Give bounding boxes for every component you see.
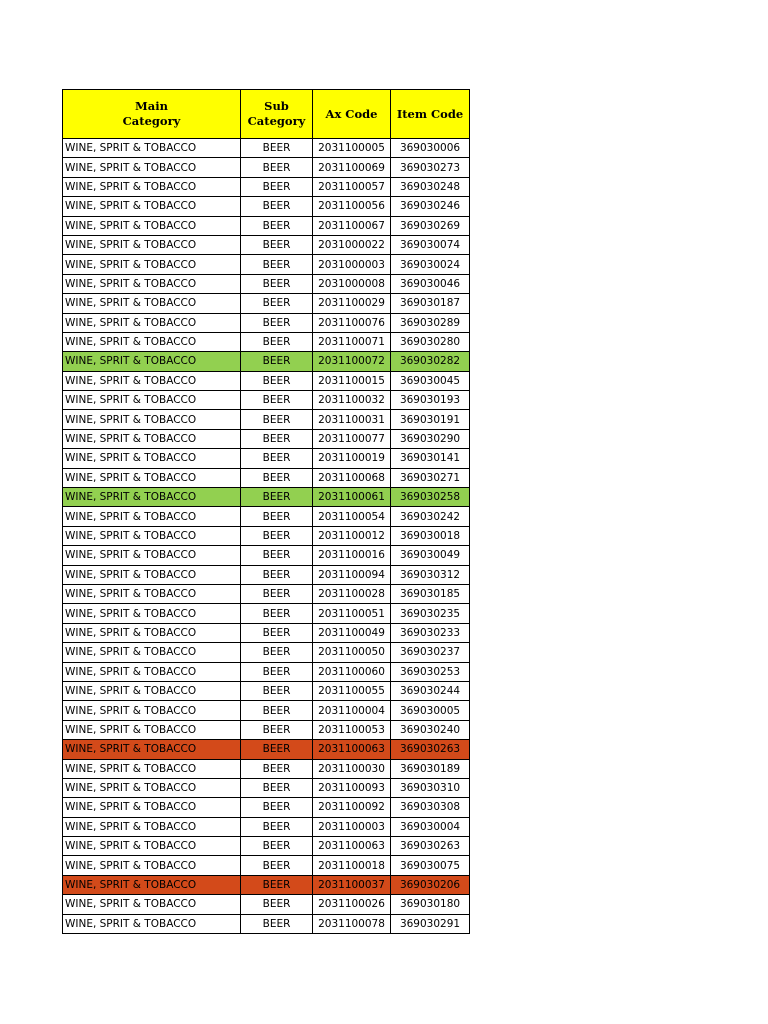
item-code-cell: 369030018 [391,526,470,545]
product-code-table [62,89,470,934]
main-category-cell: WINE, SPRIT & TOBACCO [63,294,241,313]
header-ax-code-label: Ax Code [325,106,378,121]
sub-category-cell: BEER [241,875,313,894]
sub-category-cell: BEER [241,740,313,759]
item-code-cell: 369030185 [391,584,470,603]
sub-category-cell: BEER [241,371,313,390]
table-row [63,837,470,856]
ax-code-cell: 2031100053 [313,720,391,739]
item-code-cell: 369030074 [391,235,470,254]
sub-category-cell: BEER [241,681,313,700]
ax-code-cell: 2031100037 [313,875,391,894]
main-category-cell: WINE, SPRIT & TOBACCO [63,235,241,254]
main-category-cell: WINE, SPRIT & TOBACCO [63,720,241,739]
sub-category-cell: BEER [241,837,313,856]
ax-code-cell: 2031100072 [313,352,391,371]
item-code-cell: 369030004 [391,817,470,836]
main-category-cell: WINE, SPRIT & TOBACCO [63,604,241,623]
main-category-cell: WINE, SPRIT & TOBACCO [63,391,241,410]
header-item-code [391,90,470,139]
main-category-cell: WINE, SPRIT & TOBACCO [63,158,241,177]
item-code-cell: 369030263 [391,837,470,856]
item-code-cell: 369030291 [391,914,470,933]
item-code-cell: 369030308 [391,798,470,817]
ax-code-cell: 2031100051 [313,604,391,623]
ax-code-cell: 2031100071 [313,332,391,351]
item-code-cell: 369030271 [391,468,470,487]
table-row [63,255,470,274]
item-code-cell: 369030187 [391,294,470,313]
ax-code-cell: 2031100032 [313,391,391,410]
item-code-cell: 369030206 [391,875,470,894]
main-category-cell: WINE, SPRIT & TOBACCO [63,875,241,894]
table-row [63,274,470,293]
main-category-cell: WINE, SPRIT & TOBACCO [63,798,241,817]
sub-category-cell: BEER [241,895,313,914]
sub-category-cell: BEER [241,856,313,875]
sub-category-cell: BEER [241,546,313,565]
item-code-cell: 369030248 [391,177,470,196]
header-main-category-line-2: Category [122,114,181,128]
header-item-code-label: Item Code [396,106,464,121]
item-code-cell: 369030312 [391,565,470,584]
item-code-cell: 369030024 [391,255,470,274]
item-code-cell: 369030005 [391,701,470,720]
header-sub-category-line-2: Category [247,114,306,128]
sub-category-cell: BEER [241,798,313,817]
item-code-cell: 369030235 [391,604,470,623]
item-code-cell: 369030289 [391,313,470,332]
sub-category-cell: BEER [241,604,313,623]
table-row [63,546,470,565]
main-category-cell: WINE, SPRIT & TOBACCO [63,139,241,158]
sub-category-cell: BEER [241,352,313,371]
item-code-cell: 369030046 [391,274,470,293]
ax-code-cell: 2031100055 [313,681,391,700]
item-code-cell: 369030049 [391,546,470,565]
ax-code-cell: 2031100012 [313,526,391,545]
item-code-cell: 369030075 [391,856,470,875]
main-category-cell: WINE, SPRIT & TOBACCO [63,197,241,216]
table-row [63,604,470,623]
main-category-cell: WINE, SPRIT & TOBACCO [63,623,241,642]
sub-category-cell: BEER [241,139,313,158]
sub-category-cell: BEER [241,584,313,603]
sub-category-cell: BEER [241,313,313,332]
ax-code-cell: 2031100031 [313,410,391,429]
table-row [63,643,470,662]
table-row [63,526,470,545]
sub-category-cell: BEER [241,255,313,274]
sub-category-cell: BEER [241,643,313,662]
ax-code-cell: 2031100016 [313,546,391,565]
main-category-cell: WINE, SPRIT & TOBACCO [63,681,241,700]
main-category-cell: WINE, SPRIT & TOBACCO [63,468,241,487]
main-category-cell: WINE, SPRIT & TOBACCO [63,856,241,875]
ax-code-cell: 2031100019 [313,449,391,468]
ax-code-cell: 2031000022 [313,235,391,254]
sub-category-cell: BEER [241,759,313,778]
item-code-cell: 369030141 [391,449,470,468]
item-code-cell: 369030006 [391,139,470,158]
table-row [63,139,470,158]
item-code-cell: 369030273 [391,158,470,177]
table-row [63,429,470,448]
table-row [63,197,470,216]
main-category-cell: WINE, SPRIT & TOBACCO [63,410,241,429]
table-row [63,681,470,700]
table-body [63,139,470,934]
ax-code-cell: 2031100030 [313,759,391,778]
ax-code-cell: 2031100056 [313,197,391,216]
ax-code-cell: 2031100078 [313,914,391,933]
table-row [63,817,470,836]
table-row [63,313,470,332]
item-code-cell: 369030191 [391,410,470,429]
sub-category-cell: BEER [241,817,313,836]
table-header-row [63,90,470,139]
main-category-cell: WINE, SPRIT & TOBACCO [63,837,241,856]
sub-category-cell: BEER [241,778,313,797]
main-category-cell: WINE, SPRIT & TOBACCO [63,177,241,196]
ax-code-cell: 2031100029 [313,294,391,313]
main-category-cell: WINE, SPRIT & TOBACCO [63,565,241,584]
header-main-category-line-1: Main [135,99,168,113]
item-code-cell: 369030310 [391,778,470,797]
item-code-cell: 369030193 [391,391,470,410]
sub-category-cell: BEER [241,197,313,216]
ax-code-cell: 2031000003 [313,255,391,274]
ax-code-cell: 2031100063 [313,837,391,856]
ax-code-cell: 2031100094 [313,565,391,584]
item-code-cell: 369030242 [391,507,470,526]
sub-category-cell: BEER [241,526,313,545]
ax-code-cell: 2031100060 [313,662,391,681]
item-code-cell: 369030258 [391,488,470,507]
main-category-cell: WINE, SPRIT & TOBACCO [63,740,241,759]
table-row [63,177,470,196]
main-category-cell: WINE, SPRIT & TOBACCO [63,429,241,448]
table-row [63,371,470,390]
ax-code-cell: 2031100050 [313,643,391,662]
main-category-cell: WINE, SPRIT & TOBACCO [63,488,241,507]
item-code-cell: 369030246 [391,197,470,216]
table-row [63,488,470,507]
table-row [63,798,470,817]
sub-category-cell: BEER [241,701,313,720]
item-code-cell: 369030253 [391,662,470,681]
main-category-cell: WINE, SPRIT & TOBACCO [63,352,241,371]
item-code-cell: 369030240 [391,720,470,739]
header-ax-code [313,90,391,139]
sub-category-cell: BEER [241,507,313,526]
header-sub-category [241,90,313,139]
main-category-cell: WINE, SPRIT & TOBACCO [63,371,241,390]
table-row [63,856,470,875]
table-row [63,332,470,351]
main-category-cell: WINE, SPRIT & TOBACCO [63,255,241,274]
ax-code-cell: 2031100093 [313,778,391,797]
table-row [63,778,470,797]
main-category-cell: WINE, SPRIT & TOBACCO [63,546,241,565]
main-category-cell: WINE, SPRIT & TOBACCO [63,332,241,351]
header-sub-category-line-1: Sub [264,99,289,113]
table-row [63,235,470,254]
table-row [63,895,470,914]
table-row [63,352,470,371]
main-category-cell: WINE, SPRIT & TOBACCO [63,643,241,662]
ax-code-cell: 2031100054 [313,507,391,526]
table-row [63,410,470,429]
ax-code-cell: 2031100018 [313,856,391,875]
sub-category-cell: BEER [241,720,313,739]
main-category-cell: WINE, SPRIT & TOBACCO [63,778,241,797]
table-row [63,914,470,933]
main-category-cell: WINE, SPRIT & TOBACCO [63,216,241,235]
table-row [63,701,470,720]
ax-code-cell: 2031100068 [313,468,391,487]
ax-code-cell: 2031100057 [313,177,391,196]
sub-category-cell: BEER [241,158,313,177]
table-row [63,623,470,642]
sub-category-cell: BEER [241,623,313,642]
item-code-cell: 369030180 [391,895,470,914]
sub-category-cell: BEER [241,449,313,468]
table-row [63,759,470,778]
item-code-cell: 369030233 [391,623,470,642]
table-row [63,449,470,468]
sub-category-cell: BEER [241,914,313,933]
sub-category-cell: BEER [241,410,313,429]
sub-category-cell: BEER [241,565,313,584]
ax-code-cell: 2031100004 [313,701,391,720]
table-row [63,740,470,759]
main-category-cell: WINE, SPRIT & TOBACCO [63,313,241,332]
ax-code-cell: 2031100005 [313,139,391,158]
main-category-cell: WINE, SPRIT & TOBACCO [63,914,241,933]
ax-code-cell: 2031100067 [313,216,391,235]
item-code-cell: 369030290 [391,429,470,448]
main-category-cell: WINE, SPRIT & TOBACCO [63,895,241,914]
sub-category-cell: BEER [241,235,313,254]
sub-category-cell: BEER [241,662,313,681]
sub-category-cell: BEER [241,488,313,507]
ax-code-cell: 2031100076 [313,313,391,332]
table-row [63,565,470,584]
ax-code-cell: 2031100026 [313,895,391,914]
sub-category-cell: BEER [241,177,313,196]
item-code-cell: 369030189 [391,759,470,778]
main-category-cell: WINE, SPRIT & TOBACCO [63,507,241,526]
ax-code-cell: 2031100003 [313,817,391,836]
table-row [63,294,470,313]
main-category-cell: WINE, SPRIT & TOBACCO [63,817,241,836]
main-category-cell: WINE, SPRIT & TOBACCO [63,449,241,468]
header-main-category [63,90,241,139]
sub-category-cell: BEER [241,391,313,410]
ax-code-cell: 2031100049 [313,623,391,642]
main-category-cell: WINE, SPRIT & TOBACCO [63,526,241,545]
ax-code-cell: 2031100063 [313,740,391,759]
table-row [63,584,470,603]
main-category-cell: WINE, SPRIT & TOBACCO [63,662,241,681]
sub-category-cell: BEER [241,294,313,313]
ax-code-cell: 2031100069 [313,158,391,177]
sub-category-cell: BEER [241,332,313,351]
ax-code-cell: 2031100077 [313,429,391,448]
main-category-cell: WINE, SPRIT & TOBACCO [63,584,241,603]
table-row [63,468,470,487]
table-row [63,507,470,526]
sub-category-cell: BEER [241,274,313,293]
table-row [63,216,470,235]
item-code-cell: 369030269 [391,216,470,235]
main-category-cell: WINE, SPRIT & TOBACCO [63,759,241,778]
table-row [63,720,470,739]
sub-category-cell: BEER [241,468,313,487]
item-code-cell: 369030244 [391,681,470,700]
ax-code-cell: 2031100015 [313,371,391,390]
table-row [63,662,470,681]
ax-code-cell: 2031100028 [313,584,391,603]
table-row [63,875,470,894]
ax-code-cell: 2031100092 [313,798,391,817]
sub-category-cell: BEER [241,429,313,448]
item-code-cell: 369030282 [391,352,470,371]
main-category-cell: WINE, SPRIT & TOBACCO [63,701,241,720]
item-code-cell: 369030237 [391,643,470,662]
main-category-cell: WINE, SPRIT & TOBACCO [63,274,241,293]
table-row [63,391,470,410]
sub-category-cell: BEER [241,216,313,235]
ax-code-cell: 2031100061 [313,488,391,507]
table-row [63,158,470,177]
item-code-cell: 369030263 [391,740,470,759]
ax-code-cell: 2031000008 [313,274,391,293]
item-code-cell: 369030045 [391,371,470,390]
item-code-cell: 369030280 [391,332,470,351]
